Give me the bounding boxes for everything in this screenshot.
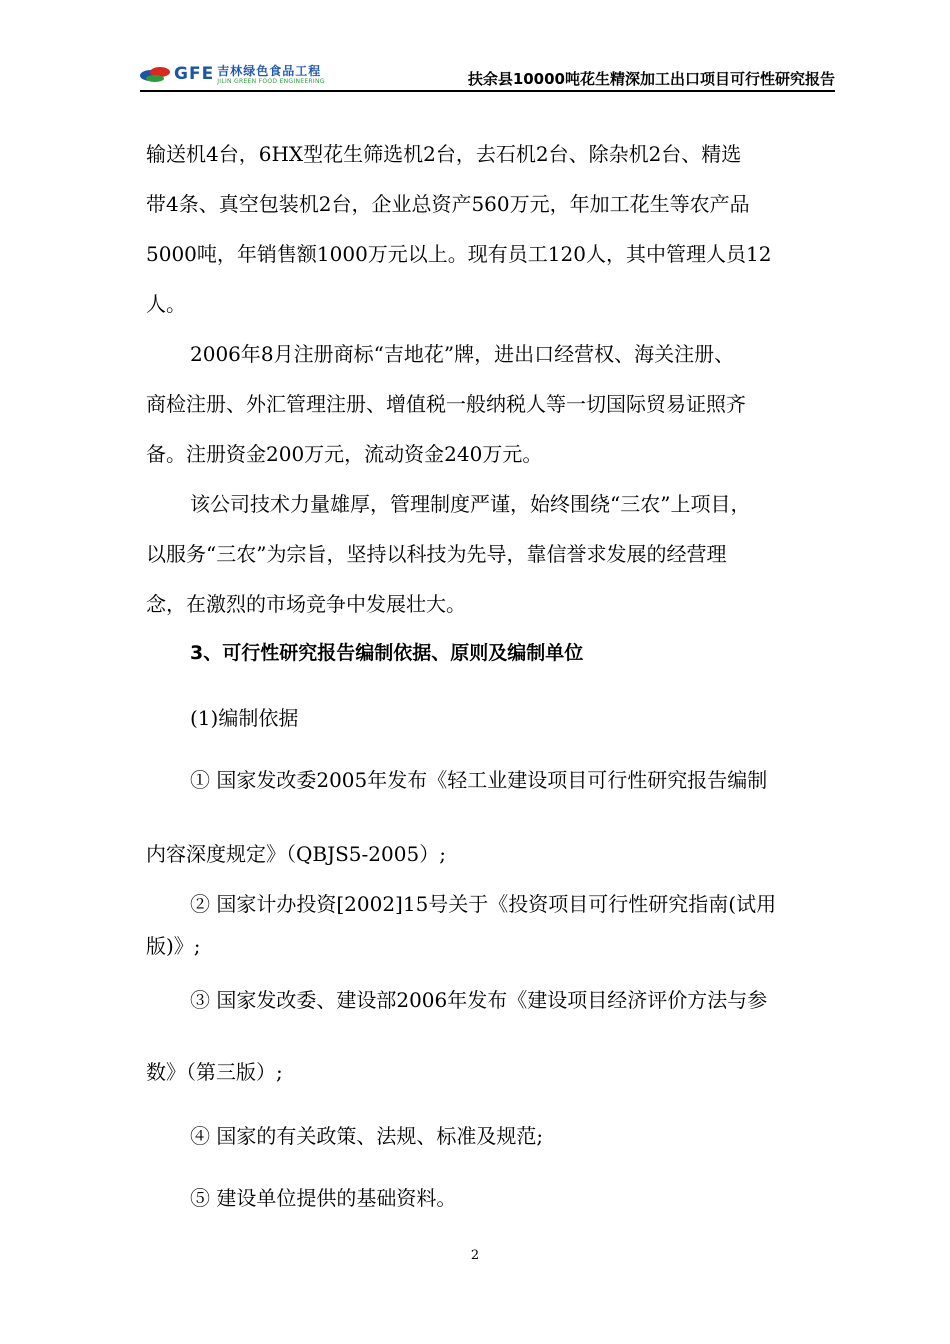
body-line: 商检注册、外汇管理注册、增值税一般纳税人等一切国际贸易证照齐: [146, 392, 746, 416]
basis-item-4: ④ 国家的有关政策、法规、标准及规范;: [190, 1124, 544, 1148]
body-line: 带4条、真空包装机2台，企业总资产560万元，年加工花生等农产品: [146, 192, 750, 216]
logo-mark-icon: [140, 65, 172, 85]
company-logo: [140, 65, 325, 89]
body-line: 5000吨，年销售额1000万元以上。现有员工120人，其中管理人员12: [146, 242, 772, 266]
body-line: 该公司技术力量雄厚，管理制度严谨，始终围绕“三农”上项目，: [190, 492, 751, 516]
basis-item-1-cont: 内容深度规定》（QBJS5-2005）;: [146, 842, 446, 866]
body-line: 备。注册资金200万元，流动资金240万元。: [146, 442, 543, 466]
body-line: 人。: [146, 292, 186, 316]
basis-item-2: ② 国家计办投资[2002]15号关于《投资项目可行性研究指南(试用: [190, 892, 777, 916]
report-title: 扶余县10000吨花生精深加工出口项目可行性研究报告: [467, 70, 835, 88]
logo-english-name: JILIN GREEN FOOD ENGINEERING: [217, 78, 325, 85]
body-line: 念，在激烈的市场竞争中发展壮大。: [146, 592, 466, 616]
section-heading: 3、可行性研究报告编制依据、原则及编制单位: [190, 642, 584, 664]
body-line: 以服务“三农”为宗旨，坚持以科技为先导，靠信誉求发展的经营理: [146, 542, 727, 566]
basis-item-3-cont: 数》（第三版）;: [146, 1060, 283, 1084]
basis-item-5: ⑤ 建设单位提供的基础资料。: [190, 1186, 457, 1210]
body-line: 2006年8月注册商标“吉地花”牌，进出口经营权、海关注册、: [190, 342, 735, 366]
basis-item-3: ③ 国家发改委、建设部2006年发布《建设项目经济评价方法与参: [190, 988, 768, 1012]
page-header: [140, 60, 835, 90]
page-number: 2: [470, 1248, 480, 1263]
header-divider: [140, 90, 835, 92]
basis-item-2-cont: 版)》;: [146, 934, 201, 958]
subsection-heading: (1)编制依据: [190, 706, 299, 730]
logo-letters: GFE: [174, 64, 215, 84]
logo-chinese-name: 吉林绿色食品工程: [217, 64, 322, 78]
body-line: 输送机4台，6HX型花生筛选机2台，去石机2台、除杂机2台、精选: [146, 142, 742, 166]
basis-item-1: ① 国家发改委2005年发布《轻工业建设项目可行性研究报告编制: [190, 768, 768, 792]
